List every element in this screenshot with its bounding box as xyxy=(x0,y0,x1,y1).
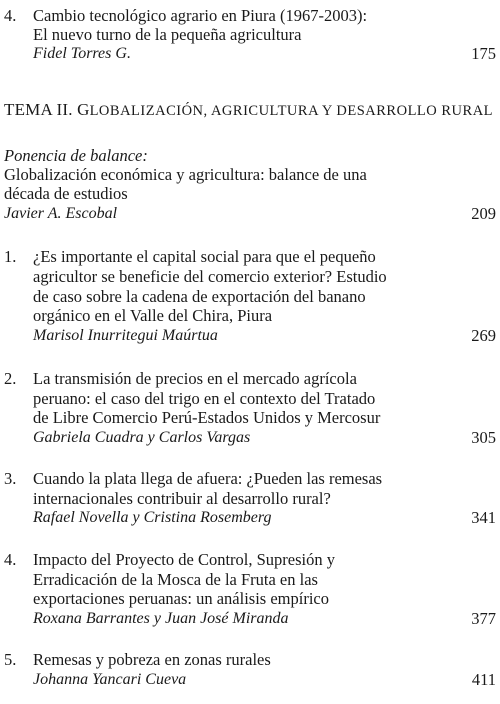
entry-kind-label: Ponencia de balance: xyxy=(4,146,148,165)
entry-number: 1. xyxy=(4,247,17,266)
entry-title-line: Impacto del Proyecto de Control, Supresión y xyxy=(33,550,335,569)
entry-title-line: El nuevo turno de la pequeña agricultura xyxy=(33,25,302,44)
entry-page-number: 411 xyxy=(471,670,496,689)
entry-title-line: de Libre Comercio Perú-Estados Unidos y Mercosur xyxy=(33,408,381,427)
entry-title-line: orgánico en el Valle del Chira, Piura xyxy=(33,306,273,325)
entry-title-line: ¿Es importante el capital social para que el pequeño xyxy=(33,247,376,266)
entry-author: Rafael Novella y Cristina Rosemberg xyxy=(33,509,272,526)
entry-page-number: 209 xyxy=(471,204,496,223)
entry-title-line: internacionales contribuir al desarrollo rural? xyxy=(33,489,331,508)
entry-author: Roxana Barrantes y Juan José Miranda xyxy=(33,610,289,627)
entry-title-line: La transmisión de precios en el mercado agrícola xyxy=(33,369,357,388)
entry-title-line: exportaciones peruanas: un análisis empírico xyxy=(33,589,329,608)
entry-number: 5. xyxy=(4,650,17,669)
entry-title-line: de caso sobre la cadena de exportación del banano xyxy=(33,287,366,306)
entry-number: 3. xyxy=(4,469,17,488)
entry-author: Gabriela Cuadra y Carlos Vargas xyxy=(33,429,251,446)
entry-page-number: 341 xyxy=(471,508,496,527)
entry-author: Javier A. Escobal xyxy=(4,205,118,222)
entry-number: 2. xyxy=(4,369,17,388)
entry-title-line: Cambio tecnológico agrario en Piura (1967-2003): xyxy=(33,6,368,25)
entry-author: Johanna Yancari Cueva xyxy=(33,671,187,688)
entry-page-number: 377 xyxy=(471,609,496,628)
section-heading-rest: LOBALIZACIÓN, AGRICULTURA Y DESARROLLO RURAL xyxy=(89,103,494,119)
entry-title-line: agricultor se beneficie del comercio exterior? Estudio xyxy=(33,267,387,286)
entry-page-number: 175 xyxy=(471,44,496,63)
entry-number: 4. xyxy=(4,550,17,569)
entry-author: Fidel Torres G. xyxy=(33,45,131,62)
section-heading xyxy=(4,99,493,122)
entry-page-number: 305 xyxy=(471,428,496,447)
entry-title-line: década de estudios xyxy=(4,184,128,203)
entry-title-line: Erradicación de la Mosca de la Fruta en las xyxy=(33,570,318,589)
entry-title-line: peruano: el caso del trigo en el contexto del Tratado xyxy=(33,389,376,408)
entry-title-line: Cuando la plata llega de afuera: ¿Pueden las remesas xyxy=(33,469,383,488)
section-heading-prefix: TEMA II. G xyxy=(4,100,90,119)
entry-page-number: 269 xyxy=(471,326,496,345)
entry-author: Marisol Inurritegui Maúrtua xyxy=(33,327,218,344)
entry-title-line: Remesas y pobreza en zonas rurales xyxy=(33,650,271,669)
entry-number: 4. xyxy=(4,6,17,25)
entry-title-line: Globalización económica y agricultura: balance de una xyxy=(4,165,367,184)
